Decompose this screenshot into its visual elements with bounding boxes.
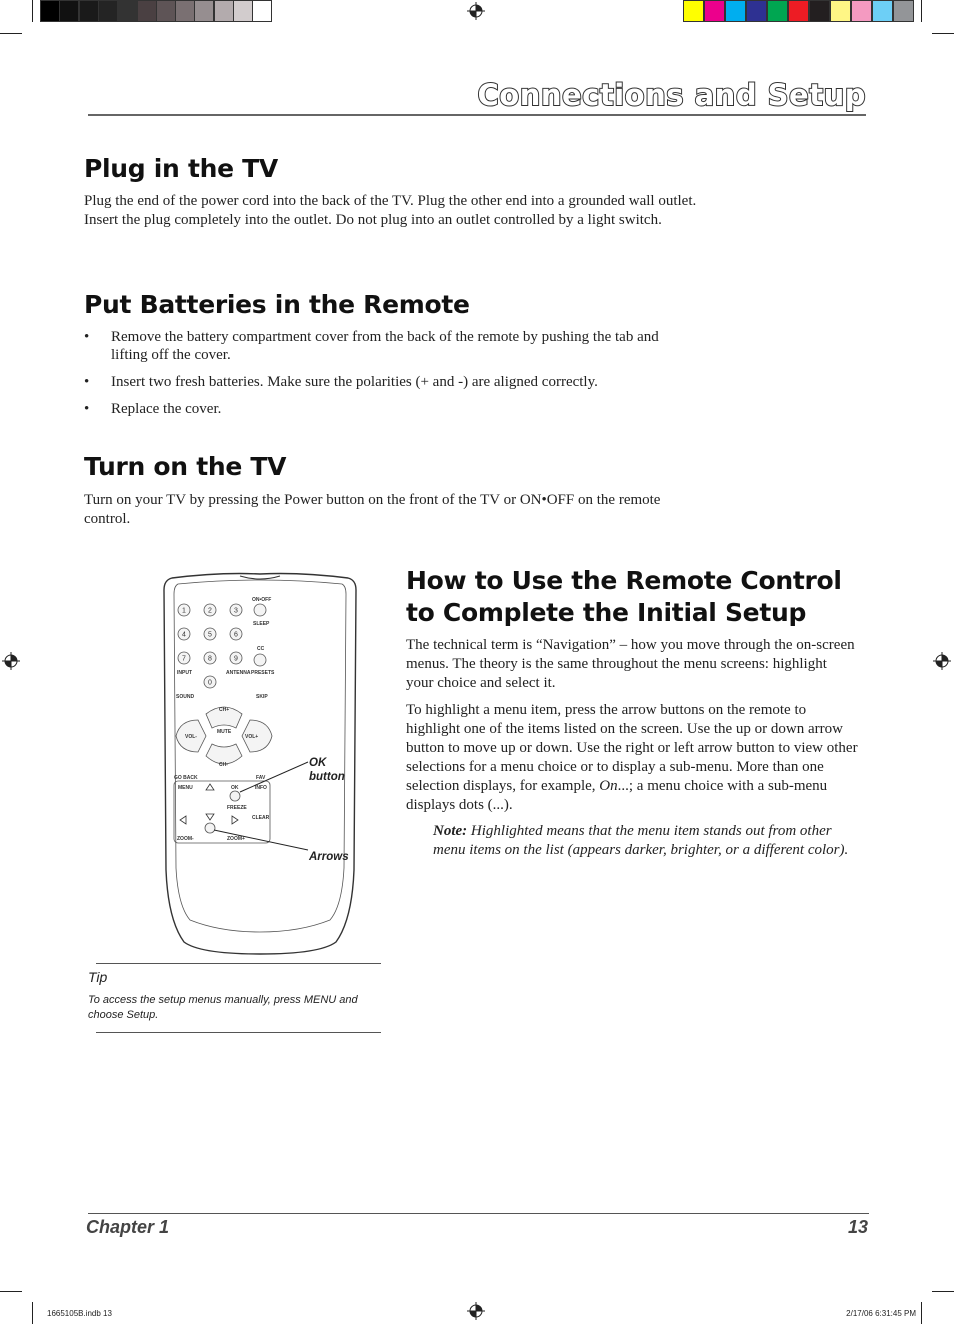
gray-swatch <box>214 0 234 22</box>
howto-italic-example: On <box>599 778 618 794</box>
page-header-title: Connections and Setup <box>477 78 866 112</box>
remote-label-cc: CC <box>257 646 265 652</box>
turn-on-paragraph: Turn on your TV by pressing the Power button on the front of the TV or ON•OFF on the remote control. <box>84 492 661 527</box>
crop-mark <box>0 33 22 34</box>
list-item-text: Remove the battery compartment cover from the back of the remote by pushing the tab and lifting off the cover. <box>111 329 659 363</box>
remote-label-input: INPUT <box>177 670 192 676</box>
slug-timestamp: 2/17/06 6:31:45 PM <box>846 1309 916 1318</box>
digit-label: 2 <box>208 607 212 615</box>
power-button <box>254 604 266 616</box>
digit-label: 5 <box>208 631 212 639</box>
crop-mark <box>932 1291 954 1292</box>
list-item <box>84 373 694 391</box>
crop-mark <box>0 1291 22 1292</box>
color-swatch <box>788 0 809 22</box>
gray-swatch <box>233 0 253 22</box>
digit-label: 4 <box>182 631 186 639</box>
footer-page-number: 13 <box>847 1217 868 1237</box>
gray-swatch <box>98 0 118 22</box>
digit-label: 8 <box>208 655 212 663</box>
remote-label-antenna: ANTENNA <box>226 670 251 676</box>
color-swatch <box>767 0 788 22</box>
gray-swatch <box>59 0 79 22</box>
remote-label-clear: CLEAR <box>252 815 270 821</box>
battery-steps-list <box>84 328 694 427</box>
registration-mark-icon <box>467 1302 485 1320</box>
digit-label: 6 <box>234 631 238 639</box>
list-item-text: Replace the cover. <box>111 401 222 417</box>
callout-arrows: Arrows <box>309 851 349 863</box>
remote-label-ch-down: CH- <box>219 762 228 768</box>
digit-label: 1 <box>182 607 186 615</box>
remote-label-zoom-plus: ZOOM+ <box>227 836 245 842</box>
remote-label-sound: SOUND <box>176 694 195 700</box>
crop-mark <box>932 33 954 34</box>
digit-label: 3 <box>234 607 238 615</box>
remote-label-skip: SKIP <box>256 694 268 700</box>
remote-label-ok: OK <box>231 785 239 791</box>
gray-swatch <box>156 0 176 22</box>
bullet-icon: • <box>84 374 90 390</box>
note-paragraph <box>433 822 853 860</box>
color-swatch <box>725 0 746 22</box>
tip-bottom-rule <box>96 1032 381 1033</box>
remote-label-go-back: GO BACK <box>174 775 198 781</box>
gray-swatch <box>194 0 214 22</box>
crop-mark <box>32 1302 33 1324</box>
heading-batteries: Put Batteries in the Remote <box>84 290 470 319</box>
gray-swatch <box>117 0 137 22</box>
gray-swatch <box>79 0 99 22</box>
color-swatch <box>851 0 872 22</box>
list-item <box>84 328 694 364</box>
color-swatch <box>893 0 914 22</box>
digit-label: 7 <box>182 655 186 663</box>
color-swatch <box>683 0 704 22</box>
slug-filename: 1665105B.indb 13 <box>47 1309 112 1318</box>
remote-label-mute: MUTE <box>217 729 232 735</box>
remote-label-sleep: SLEEP <box>253 621 270 627</box>
howto-text: To highlight a menu item, press the arrow buttons on the remote to highlight one of the items listed on the screen. Use the up or down arrow button to move up or down. Use the right or left arrow button to view other selections for a menu choice or to display a sub-menu. More than one selection displays, for example, <box>406 702 858 794</box>
digit-label: 0 <box>208 679 212 687</box>
remote-label-zoom-minus: ZOOM- <box>177 836 194 842</box>
remote-label-ch-up: CH+ <box>219 707 230 713</box>
tip-text: To access the setup menus manually, press MENU and choose Setup. <box>88 994 358 1021</box>
registration-mark-icon <box>2 652 20 670</box>
howto-text: ...; a menu choice with a sub-menu displays dots (...). <box>406 778 828 813</box>
callout-text: button <box>309 771 345 783</box>
color-swatch <box>809 0 830 22</box>
bullet-icon: • <box>84 329 90 345</box>
crop-mark <box>921 0 922 22</box>
tip-heading: Tip <box>88 969 108 985</box>
gray-swatch <box>137 0 157 22</box>
callout-ok-button <box>309 756 345 784</box>
header-divider <box>88 114 866 116</box>
howto-paragraph-1: The technical term is “Navigation” – how you move through the on-screen menus. The theory is the same throughout the menu screens: highlight your choice and select it. <box>406 637 855 691</box>
heading-turn-on: Turn on the TV <box>84 452 287 481</box>
digit-label: 9 <box>234 655 238 663</box>
remote-label-presets: PRESETS <box>251 670 275 676</box>
plug-in-paragraph: Plug the end of the power cord into the back of the TV. Plug the other end into a grounded wall outlet. Insert the plug completely into the outlet. Do not plug into an outlet controlled by a light switch. <box>84 193 697 228</box>
gray-swatch <box>175 0 195 22</box>
footer-divider <box>88 1213 869 1214</box>
color-swatch <box>746 0 767 22</box>
bullet-icon: • <box>84 401 90 417</box>
remote-label-freeze: FREEZE <box>227 805 247 811</box>
tip-top-rule <box>96 963 381 964</box>
ok-button <box>230 791 240 801</box>
list-item-text: Insert two fresh batteries. Make sure the polarities (+ and -) are aligned correctly. <box>111 374 598 390</box>
list-item <box>84 400 694 418</box>
registration-mark-icon <box>467 2 485 20</box>
remote-label-info: INFO <box>255 785 267 791</box>
note-text: Highlighted means that the menu item stands out from other menu items on the list (appears darker, brighter, or a different color). <box>433 823 849 858</box>
remote-label-menu: MENU <box>178 785 193 791</box>
registration-mark-icon <box>933 652 951 670</box>
heading-plug-in: Plug in the TV <box>84 154 278 183</box>
gray-swatch <box>40 0 60 22</box>
remote-label-onoff: ON•OFF <box>252 597 272 603</box>
heading-how-to-use-remote: How to Use the Remote Control to Complete the Initial Setup <box>406 566 842 627</box>
remote-label-vol-down: VOL- <box>185 734 197 740</box>
note-label: Note: <box>433 823 468 839</box>
remote-label-vol-up: VOL+ <box>245 734 259 740</box>
callout-text: OK <box>309 757 327 769</box>
remote-label-fav: FAV <box>256 775 266 781</box>
crop-mark <box>921 1302 922 1324</box>
crop-mark <box>32 0 33 22</box>
color-swatch <box>704 0 725 22</box>
howto-paragraph-2 <box>406 701 858 815</box>
color-swatch <box>830 0 851 22</box>
color-swatch <box>872 0 893 22</box>
gray-swatch <box>252 0 272 22</box>
footer-chapter: Chapter 1 <box>86 1217 170 1237</box>
